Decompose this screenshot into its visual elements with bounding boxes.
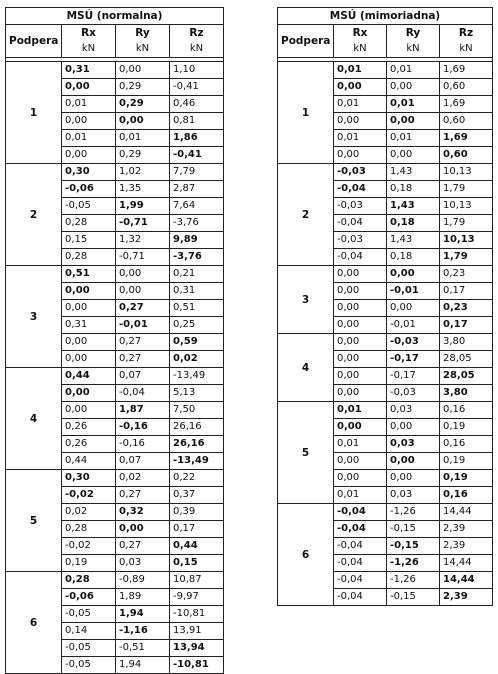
support-number: 1 (278, 62, 334, 164)
value-cell: -0,16 (116, 436, 170, 453)
value-cell: 0,01 (334, 96, 387, 113)
value-cell: -0,04 (334, 589, 387, 606)
value-cell: -0,17 (387, 351, 440, 368)
value-cell: 0,28 (62, 521, 116, 538)
support-number: 6 (278, 504, 334, 606)
value-cell: 1,79 (440, 181, 493, 198)
value-cell: -0,02 (62, 487, 116, 504)
table-row (278, 266, 493, 283)
value-cell: 0,02 (62, 504, 116, 521)
value-cell: 0,19 (440, 453, 493, 470)
value-cell: -1,26 (387, 572, 440, 589)
value-cell: -0,01 (116, 317, 170, 334)
column-header: Rz (170, 25, 224, 42)
table-row (278, 402, 493, 419)
support-number: 2 (6, 164, 62, 266)
table-row (6, 62, 224, 79)
value-cell: -0,51 (116, 640, 170, 657)
value-cell: 0,00 (387, 113, 440, 130)
value-cell: -0,03 (334, 164, 387, 181)
value-cell: 0,00 (62, 402, 116, 419)
value-cell: 1,86 (170, 130, 224, 147)
value-cell: -0,06 (62, 181, 116, 198)
value-cell: 0,00 (334, 351, 387, 368)
table-body (278, 8, 493, 606)
value-cell: 0,00 (116, 521, 170, 538)
unit-label: kN (116, 41, 170, 58)
value-cell: 1,99 (116, 198, 170, 215)
value-cell: 0,00 (62, 113, 116, 130)
value-cell: 0,00 (334, 147, 387, 164)
table-row (6, 572, 224, 589)
value-cell: 0,17 (440, 317, 493, 334)
value-cell: 0,51 (170, 300, 224, 317)
column-header: Ry (116, 25, 170, 42)
value-cell: 14,44 (440, 572, 493, 589)
value-cell: 0,31 (62, 317, 116, 334)
value-cell: 1,35 (116, 181, 170, 198)
support-header: Podpera (6, 25, 62, 58)
table-row (6, 266, 224, 283)
value-cell: 0,30 (62, 164, 116, 181)
value-cell: 0,00 (334, 266, 387, 283)
value-cell: 7,64 (170, 198, 224, 215)
value-cell: 0,23 (440, 300, 493, 317)
value-cell: -0,03 (387, 385, 440, 402)
value-cell: 28,05 (440, 368, 493, 385)
value-cell: 0,00 (334, 317, 387, 334)
value-cell: 0,00 (387, 266, 440, 283)
value-cell: 0,60 (440, 79, 493, 96)
value-cell: 0,59 (170, 334, 224, 351)
value-cell: 3,80 (440, 385, 493, 402)
value-cell: 0,00 (387, 79, 440, 96)
value-cell: 0,00 (387, 147, 440, 164)
value-cell: 1,43 (387, 164, 440, 181)
value-cell: 0,28 (62, 215, 116, 232)
title-row (278, 8, 493, 25)
value-cell: 26,16 (170, 419, 224, 436)
value-cell: 0,00 (334, 300, 387, 317)
value-cell: 0,19 (440, 419, 493, 436)
value-cell: 0,00 (62, 385, 116, 402)
support-number: 1 (6, 62, 62, 164)
value-cell: 0,00 (387, 453, 440, 470)
value-cell: -0,03 (334, 232, 387, 249)
value-cell: -3,76 (170, 215, 224, 232)
support-number: 4 (6, 368, 62, 470)
value-cell: 0,01 (116, 130, 170, 147)
value-cell: 13,94 (170, 640, 224, 657)
value-cell: 3,80 (440, 334, 493, 351)
value-cell: 10,13 (440, 198, 493, 215)
table-row (6, 368, 224, 385)
value-cell: 0,29 (116, 96, 170, 113)
value-cell: 0,26 (62, 436, 116, 453)
value-cell: 1,10 (170, 62, 224, 79)
value-cell: 10,13 (440, 232, 493, 249)
value-cell: 0,44 (62, 453, 116, 470)
value-cell: 1,69 (440, 130, 493, 147)
value-cell: -13,49 (170, 453, 224, 470)
value-cell: 0,00 (387, 300, 440, 317)
value-cell: 0,25 (170, 317, 224, 334)
value-cell: -0,05 (62, 657, 116, 674)
value-cell: -0,01 (387, 317, 440, 334)
value-cell: 0,31 (170, 283, 224, 300)
value-cell: 1,43 (387, 198, 440, 215)
value-cell: -0,15 (387, 589, 440, 606)
value-cell: 0,02 (170, 351, 224, 368)
value-cell: 0,19 (440, 470, 493, 487)
value-cell: 0,01 (334, 130, 387, 147)
value-cell: 0,00 (334, 385, 387, 402)
support-number: 4 (278, 334, 334, 402)
value-cell: 0,17 (440, 283, 493, 300)
value-cell: 14,44 (440, 504, 493, 521)
value-cell: 0,07 (116, 453, 170, 470)
value-cell: 0,03 (116, 555, 170, 572)
value-cell: 0,27 (116, 487, 170, 504)
value-cell: 0,23 (440, 266, 493, 283)
value-cell: 0,03 (387, 436, 440, 453)
value-cell: -0,04 (334, 504, 387, 521)
value-cell: 0,15 (62, 232, 116, 249)
value-cell: 0,00 (116, 113, 170, 130)
value-cell: -0,04 (116, 385, 170, 402)
value-cell: -1,26 (387, 504, 440, 521)
value-cell: 0,00 (387, 419, 440, 436)
value-cell: 28,05 (440, 351, 493, 368)
value-cell: 1,69 (440, 96, 493, 113)
value-cell: 0,00 (334, 419, 387, 436)
value-cell: 5,13 (170, 385, 224, 402)
table-title: MSÚ (mimoriadna) (278, 8, 493, 25)
value-cell: 2,87 (170, 181, 224, 198)
unit-label: kN (440, 41, 493, 58)
support-number: 3 (278, 266, 334, 334)
unit-label: kN (334, 41, 387, 58)
value-cell: -0,89 (116, 572, 170, 589)
value-cell: 26,16 (170, 436, 224, 453)
value-cell: 0,00 (334, 470, 387, 487)
value-cell: -0,04 (334, 572, 387, 589)
value-cell: -0,06 (62, 589, 116, 606)
value-cell: 0,00 (62, 79, 116, 96)
value-cell: 1,94 (116, 606, 170, 623)
value-cell: -0,05 (62, 640, 116, 657)
value-cell: 0,46 (170, 96, 224, 113)
value-cell: 0,27 (116, 538, 170, 555)
value-cell: 0,00 (387, 470, 440, 487)
value-cell: 0,19 (62, 555, 116, 572)
value-cell: 0,29 (116, 79, 170, 96)
value-cell: 0,00 (116, 266, 170, 283)
value-cell: 0,60 (440, 113, 493, 130)
value-cell: -9,97 (170, 589, 224, 606)
value-cell: -0,04 (334, 538, 387, 555)
value-cell: -3,76 (170, 249, 224, 266)
value-cell: 0,21 (170, 266, 224, 283)
value-cell: 2,39 (440, 521, 493, 538)
value-cell: 0,18 (387, 249, 440, 266)
value-cell: 0,00 (334, 283, 387, 300)
header-row (6, 25, 224, 42)
value-cell: 0,01 (62, 96, 116, 113)
column-header: Rz (440, 25, 493, 42)
value-cell: -0,01 (387, 283, 440, 300)
value-cell: 0,00 (62, 283, 116, 300)
value-cell: 10,87 (170, 572, 224, 589)
value-cell: 14,44 (440, 555, 493, 572)
value-cell: 0,27 (116, 300, 170, 317)
value-cell: 0,15 (170, 555, 224, 572)
value-cell: 0,01 (387, 130, 440, 147)
value-cell: 0,44 (170, 538, 224, 555)
value-cell: 1,94 (116, 657, 170, 674)
value-cell: 0,16 (440, 436, 493, 453)
table-body (6, 8, 224, 674)
value-cell: 0,00 (116, 283, 170, 300)
value-cell: -0,05 (62, 198, 116, 215)
value-cell: 1,87 (116, 402, 170, 419)
value-cell: 0,00 (334, 453, 387, 470)
value-cell: 10,13 (440, 164, 493, 181)
value-cell: 0,01 (334, 436, 387, 453)
table-row (278, 164, 493, 181)
support-number: 5 (6, 470, 62, 572)
header-row (278, 25, 493, 42)
value-cell: -1,26 (387, 555, 440, 572)
value-cell: 0,01 (387, 62, 440, 79)
support-number: 6 (6, 572, 62, 674)
value-cell: 2,39 (440, 589, 493, 606)
value-cell: 2,39 (440, 538, 493, 555)
value-cell: -0,17 (387, 368, 440, 385)
value-cell: 0,29 (116, 147, 170, 164)
table-row (6, 164, 224, 181)
value-cell: -13,49 (170, 368, 224, 385)
value-cell: 0,37 (170, 487, 224, 504)
value-cell: 0,00 (62, 351, 116, 368)
value-cell: 0,00 (334, 113, 387, 130)
value-cell: 0,30 (62, 470, 116, 487)
table-row (278, 62, 493, 79)
value-cell: 0,00 (334, 334, 387, 351)
value-cell: 0,00 (62, 300, 116, 317)
support-number: 2 (278, 164, 334, 266)
value-cell: 0,01 (62, 130, 116, 147)
unit-label: kN (170, 41, 224, 58)
value-cell: 0,14 (62, 623, 116, 640)
support-number: 3 (6, 266, 62, 368)
value-cell: 0,07 (116, 368, 170, 385)
value-cell: 0,28 (62, 572, 116, 589)
unit-label: kN (62, 41, 116, 58)
value-cell: -0,04 (334, 215, 387, 232)
value-cell: 0,18 (387, 215, 440, 232)
value-cell: 0,26 (62, 419, 116, 436)
value-cell: 1,69 (440, 62, 493, 79)
value-cell: 0,18 (387, 181, 440, 198)
value-cell: 0,00 (116, 62, 170, 79)
value-cell: 0,28 (62, 249, 116, 266)
value-cell: 0,51 (62, 266, 116, 283)
value-cell: -0,16 (116, 419, 170, 436)
value-cell: 9,89 (170, 232, 224, 249)
table-row (6, 470, 224, 487)
value-cell: -0,41 (170, 79, 224, 96)
value-cell: 0,27 (116, 334, 170, 351)
value-cell: 0,03 (387, 402, 440, 419)
column-header: Rx (334, 25, 387, 42)
title-row (6, 8, 224, 25)
value-cell: 0,01 (334, 487, 387, 504)
value-cell: 1,89 (116, 589, 170, 606)
value-cell: -0,04 (334, 249, 387, 266)
column-header: Rx (62, 25, 116, 42)
value-cell: -0,15 (387, 538, 440, 555)
table-row (278, 504, 493, 521)
value-cell: 13,91 (170, 623, 224, 640)
value-cell: 0,32 (116, 504, 170, 521)
value-cell: -0,71 (116, 215, 170, 232)
column-header: Ry (387, 25, 440, 42)
value-cell: 7,79 (170, 164, 224, 181)
value-cell: 0,00 (334, 368, 387, 385)
value-cell: 0,27 (116, 351, 170, 368)
value-cell: 1,32 (116, 232, 170, 249)
value-cell: -1,16 (116, 623, 170, 640)
value-cell: 0,44 (62, 368, 116, 385)
value-cell: 1,79 (440, 215, 493, 232)
value-cell: -10,81 (170, 606, 224, 623)
value-cell: 0,01 (334, 402, 387, 419)
value-cell: -0,04 (334, 555, 387, 572)
value-cell: -0,03 (334, 198, 387, 215)
value-cell: 0,03 (387, 487, 440, 504)
value-cell: -0,02 (62, 538, 116, 555)
table-row (278, 334, 493, 351)
value-cell: 1,79 (440, 249, 493, 266)
table-msu-mimoriadna (277, 7, 493, 606)
value-cell: -0,03 (387, 334, 440, 351)
value-cell: 0,60 (440, 147, 493, 164)
value-cell: 0,01 (387, 96, 440, 113)
value-cell: 0,01 (334, 62, 387, 79)
value-cell: 0,16 (440, 487, 493, 504)
value-cell: 0,17 (170, 521, 224, 538)
value-cell: 1,43 (387, 232, 440, 249)
support-number: 5 (278, 402, 334, 504)
unit-label: kN (387, 41, 440, 58)
value-cell: 0,22 (170, 470, 224, 487)
value-cell: 7,50 (170, 402, 224, 419)
value-cell: 0,31 (62, 62, 116, 79)
support-header: Podpera (278, 25, 334, 58)
table-title: MSÚ (normalna) (6, 8, 224, 25)
value-cell: -0,04 (334, 181, 387, 198)
value-cell: 0,16 (440, 402, 493, 419)
value-cell: 0,00 (62, 334, 116, 351)
value-cell: -0,05 (62, 606, 116, 623)
value-cell: 0,39 (170, 504, 224, 521)
value-cell: 0,00 (62, 147, 116, 164)
table-msu-normalna (5, 7, 224, 674)
value-cell: -0,04 (334, 521, 387, 538)
value-cell: -0,41 (170, 147, 224, 164)
value-cell: 0,81 (170, 113, 224, 130)
value-cell: 0,02 (116, 470, 170, 487)
value-cell: 1,02 (116, 164, 170, 181)
value-cell: 0,00 (334, 79, 387, 96)
value-cell: -0,71 (116, 249, 170, 266)
value-cell: -10,81 (170, 657, 224, 674)
value-cell: -0,15 (387, 521, 440, 538)
